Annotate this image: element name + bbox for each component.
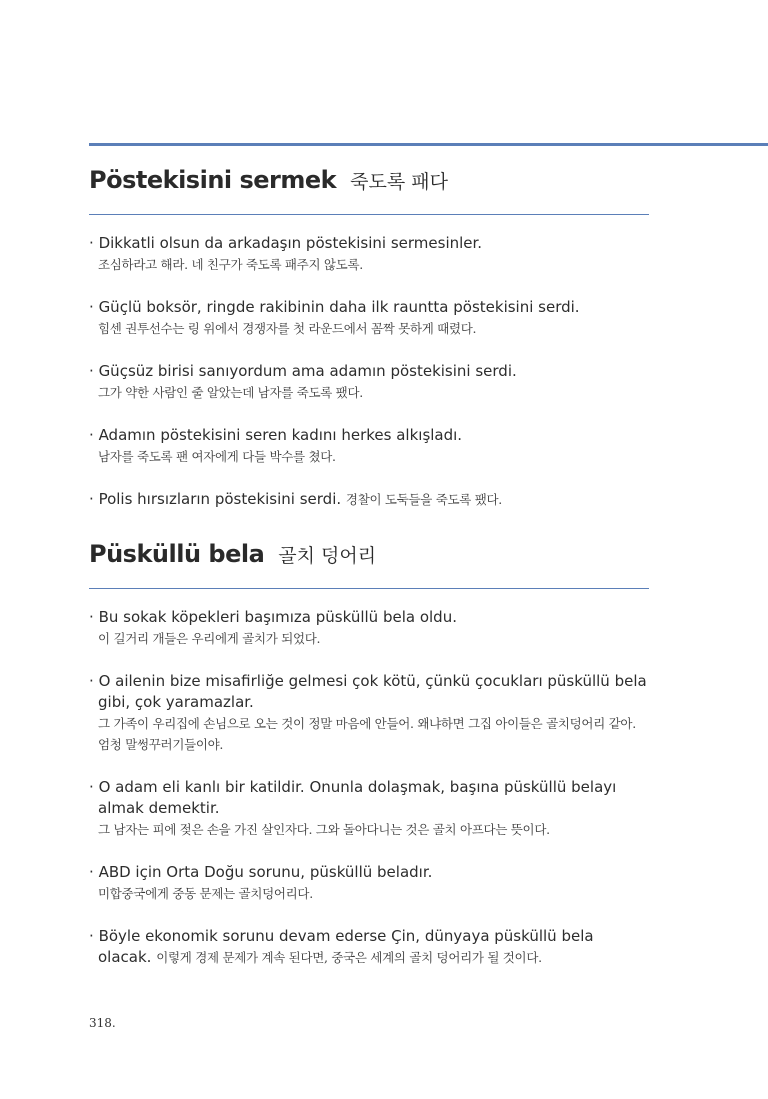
section-puskullu-bela [89, 540, 649, 990]
example-item [89, 233, 649, 275]
example-item [89, 607, 649, 649]
example-turkish: Bu sokak köpekleri başımıza püsküllü bela oldu. [98, 608, 457, 626]
bullet: · [89, 426, 94, 444]
section-postekisini-sermek [89, 166, 649, 532]
heading-turkish: Pöstekisini sermek [89, 166, 337, 194]
page-number: 318. [89, 1016, 116, 1030]
bullet: · [89, 863, 94, 881]
example-korean: 그가 약한 사람인 줄 알았는데 남자를 죽도록 팼다. [98, 385, 363, 400]
example-turkish: Böyle ekonomik sorunu devam ederse Çin, dünyaya püsküllü bela olacak. [98, 927, 594, 966]
example-item [89, 926, 649, 968]
example-turkish: Adamın pöstekisini seren kadını herkes alkışladı. [98, 426, 463, 444]
example-item [89, 862, 649, 904]
bullet: · [89, 608, 94, 626]
heading-rule [89, 214, 649, 215]
bullet: · [89, 234, 94, 252]
example-turkish: ABD için Orta Doğu sorunu, püsküllü beladır. [98, 863, 433, 881]
bullet: · [89, 778, 94, 796]
example-turkish: Dikkatli olsun da arkadaşın pöstekisini sermesinler. [98, 234, 483, 252]
example-turkish: Polis hırsızların pöstekisini serdi. [98, 490, 342, 508]
example-turkish: Güçlü boksör, ringde rakibinin daha ilk rauntta pöstekisini serdi. [98, 298, 580, 316]
example-item [89, 425, 649, 467]
bullet: · [89, 927, 94, 945]
example-korean: 경찰이 도둑들을 죽도록 팼다. [345, 492, 502, 507]
example-korean: 이렇게 경제 문제가 계속 된다면, 중국은 세계의 골치 덩어리가 될 것이다. [156, 950, 542, 965]
example-turkish: O ailenin bize misafirliğe gelmesi çok kötü, çünkü çocukları püsküllü bela gibi, çok yaramazlar. [98, 672, 647, 711]
example-item [89, 361, 649, 403]
example-korean: 그 남자는 피에 젖은 손을 가진 살인자다. 그와 돌아다니는 것은 골치 아프다는 뜻이다. [98, 822, 550, 837]
example-turkish: Güçsüz birisi sanıyordum ama adamın pöstekisini serdi. [98, 362, 517, 380]
example-korean: 조심하라고 해라. 네 친구가 죽도록 패주지 않도록. [98, 257, 363, 272]
bullet: · [89, 298, 94, 316]
example-korean: 힘센 권투선수는 링 위에서 경쟁자를 첫 라운드에서 꼼짝 못하게 때렸다. [98, 321, 477, 336]
example-turkish: O adam eli kanlı bir katildir. Onunla dolaşmak, başına püsküllü belayı almak demektir. [98, 778, 617, 817]
bullet: · [89, 672, 94, 690]
heading-turkish: Püsküllü bela [89, 540, 265, 568]
example-item [89, 489, 649, 510]
heading-korean: 골치 덩어리 [278, 545, 377, 567]
example-korean: 미합중국에게 중동 문제는 골치덩어리다. [98, 886, 313, 901]
heading-korean: 죽도록 패다 [350, 171, 448, 193]
example-korean: 남자를 죽도록 팬 여자에게 다들 박수를 쳤다. [98, 449, 336, 464]
example-korean: 이 길거리 개들은 우리에게 골치가 되었다. [98, 631, 321, 646]
bullet: · [89, 362, 94, 380]
example-item [89, 671, 649, 755]
example-item [89, 777, 649, 840]
section-heading [89, 166, 649, 206]
example-item [89, 297, 649, 339]
heading-rule [89, 588, 649, 589]
bullet: · [89, 490, 94, 508]
example-korean: 그 가족이 우리집에 손님으로 오는 것이 정말 마음에 안들어. 왜냐하면 그집 아이들은 골치덩어리 같아. 엄청 말썽꾸러기들이야. [98, 716, 636, 752]
section-heading [89, 540, 649, 580]
top-rule [89, 143, 768, 146]
